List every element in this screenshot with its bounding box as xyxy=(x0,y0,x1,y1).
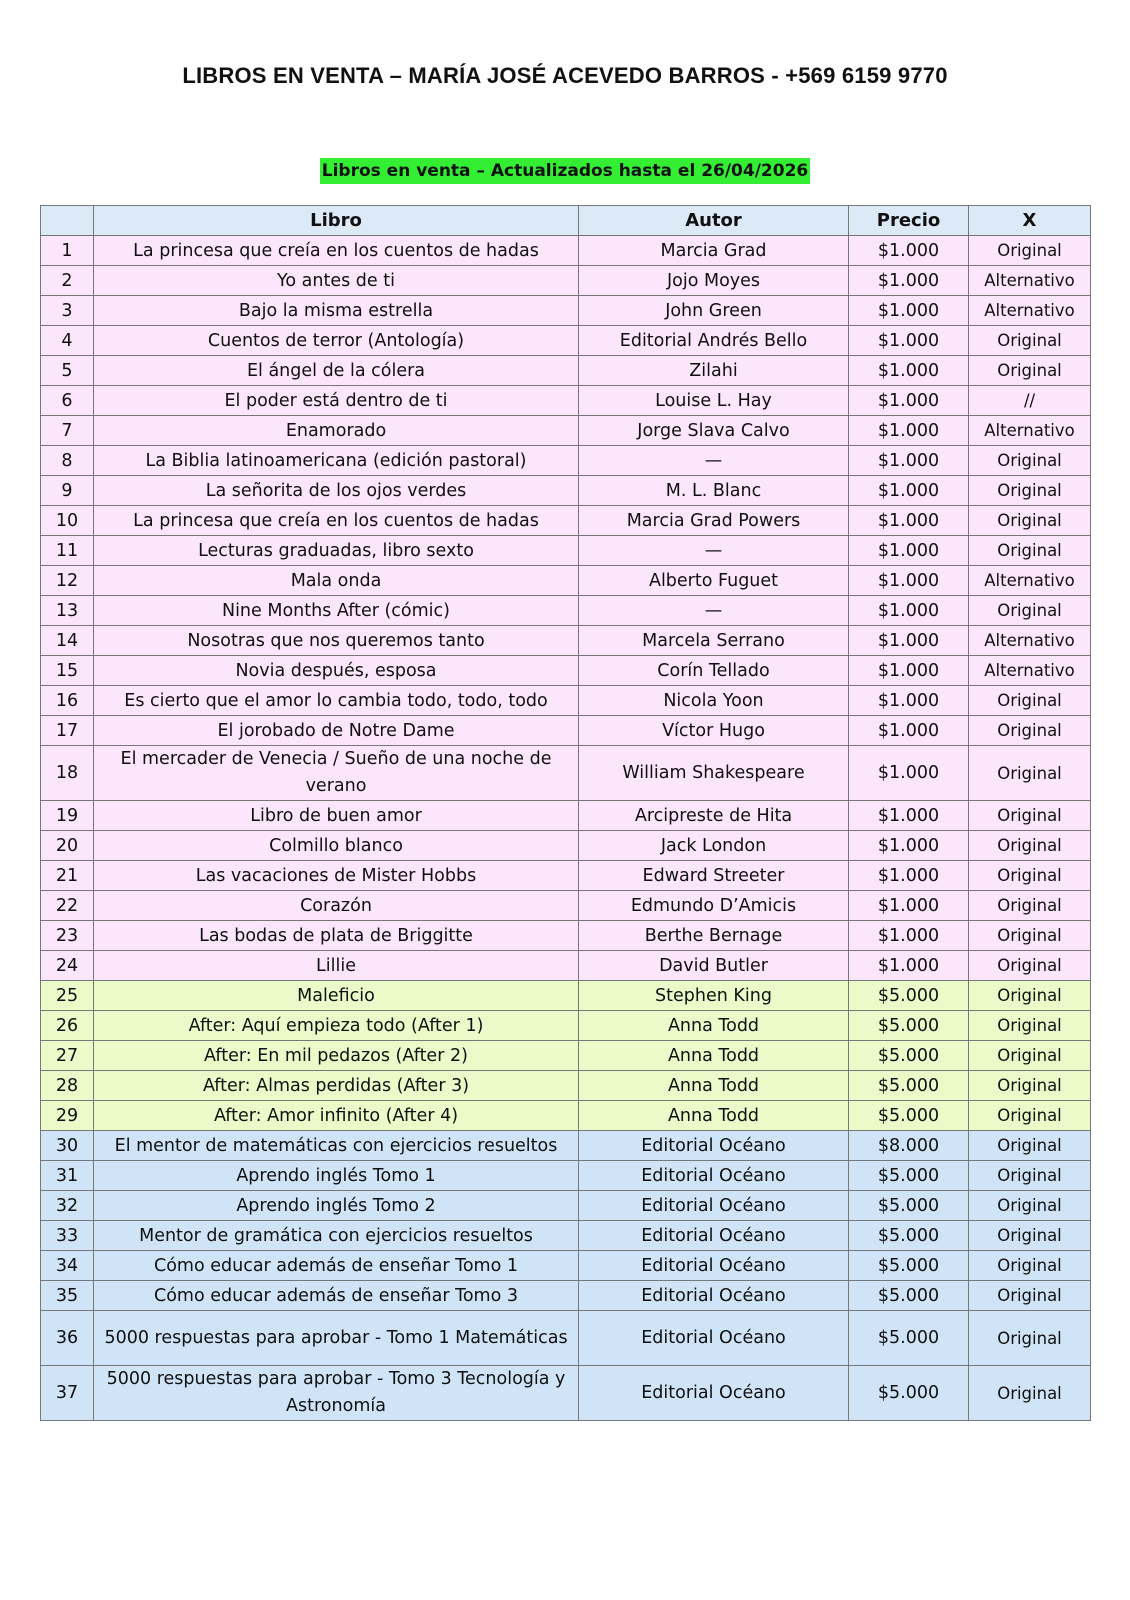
book-price: $1.000 xyxy=(849,861,969,891)
row-number: 2 xyxy=(41,266,94,296)
book-price: $5.000 xyxy=(849,1366,969,1421)
table-row xyxy=(41,686,1091,716)
book-type: Original xyxy=(969,1011,1091,1041)
subtitle-container xyxy=(0,158,1130,184)
book-title: Mala onda xyxy=(94,566,579,596)
row-number: 9 xyxy=(41,476,94,506)
book-title: Cómo educar además de enseñar Tomo 1 xyxy=(94,1251,579,1281)
book-author: Louise L. Hay xyxy=(579,386,849,416)
book-author: Anna Todd xyxy=(579,1011,849,1041)
book-type: Original xyxy=(969,446,1091,476)
table-row xyxy=(41,1221,1091,1251)
book-price: $1.000 xyxy=(849,656,969,686)
book-author: Edward Streeter xyxy=(579,861,849,891)
book-author: Editorial Andrés Bello xyxy=(579,326,849,356)
book-title: Colmillo blanco xyxy=(94,831,579,861)
table-row xyxy=(41,716,1091,746)
table-row xyxy=(41,1131,1091,1161)
header-row xyxy=(41,206,1091,236)
book-author: — xyxy=(579,536,849,566)
book-author: Alberto Fuguet xyxy=(579,566,849,596)
table-row xyxy=(41,861,1091,891)
book-title: El ángel de la cólera xyxy=(94,356,579,386)
book-author: Corín Tellado xyxy=(579,656,849,686)
row-number: 35 xyxy=(41,1281,94,1311)
row-number: 12 xyxy=(41,566,94,596)
book-type: Alternativo xyxy=(969,626,1091,656)
header-autor: Autor xyxy=(579,206,849,236)
book-type: Original xyxy=(969,831,1091,861)
table-row xyxy=(41,1191,1091,1221)
table-row xyxy=(41,1041,1091,1071)
book-title: La Biblia latinoamericana (edición pastoral) xyxy=(94,446,579,476)
book-author: Editorial Océano xyxy=(579,1251,849,1281)
book-type: Original xyxy=(969,1071,1091,1101)
book-price: $5.000 xyxy=(849,1161,969,1191)
book-price: $1.000 xyxy=(849,476,969,506)
book-author: Editorial Océano xyxy=(579,1191,849,1221)
book-type: Alternativo xyxy=(969,566,1091,596)
row-number: 29 xyxy=(41,1101,94,1131)
book-title: Las bodas de plata de Briggitte xyxy=(94,921,579,951)
book-price: $1.000 xyxy=(849,686,969,716)
row-number: 13 xyxy=(41,596,94,626)
book-title: La princesa que creía en los cuentos de hadas xyxy=(94,506,579,536)
book-price: $1.000 xyxy=(849,801,969,831)
book-type: Original xyxy=(969,981,1091,1011)
row-number: 16 xyxy=(41,686,94,716)
book-price: $1.000 xyxy=(849,891,969,921)
book-author: Marcela Serrano xyxy=(579,626,849,656)
book-price: $5.000 xyxy=(849,1011,969,1041)
table-row xyxy=(41,626,1091,656)
books-table xyxy=(40,205,1091,1421)
table-header xyxy=(41,206,1091,236)
book-type: Original xyxy=(969,801,1091,831)
book-type: Original xyxy=(969,716,1091,746)
row-number: 1 xyxy=(41,236,94,266)
book-author: David Butler xyxy=(579,951,849,981)
row-number: 25 xyxy=(41,981,94,1011)
book-type: Original xyxy=(969,861,1091,891)
row-number: 6 xyxy=(41,386,94,416)
book-author: Editorial Océano xyxy=(579,1366,849,1421)
book-type: Original xyxy=(969,1281,1091,1311)
book-author: — xyxy=(579,596,849,626)
book-type: Alternativo xyxy=(969,296,1091,326)
table-row xyxy=(41,801,1091,831)
book-title: 5000 respuestas para aprobar - Tomo 1 Matemáticas xyxy=(94,1311,579,1366)
book-type: Original xyxy=(969,1311,1091,1366)
book-type: Original xyxy=(969,686,1091,716)
book-type: Original xyxy=(969,1366,1091,1421)
book-title: After: Aquí empieza todo (After 1) xyxy=(94,1011,579,1041)
table-row xyxy=(41,476,1091,506)
book-author: M. L. Blanc xyxy=(579,476,849,506)
row-number: 18 xyxy=(41,746,94,801)
table-row xyxy=(41,921,1091,951)
book-author: Jack London xyxy=(579,831,849,861)
book-type: Alternativo xyxy=(969,656,1091,686)
table-row xyxy=(41,356,1091,386)
book-type: Original xyxy=(969,596,1091,626)
table-row xyxy=(41,236,1091,266)
book-price: $8.000 xyxy=(849,1131,969,1161)
table-row xyxy=(41,1101,1091,1131)
row-number: 22 xyxy=(41,891,94,921)
book-author: Anna Todd xyxy=(579,1041,849,1071)
book-title: El mercader de Venecia / Sueño de una noche de verano xyxy=(94,746,579,801)
book-author: Arcipreste de Hita xyxy=(579,801,849,831)
book-title: Cómo educar además de enseñar Tomo 3 xyxy=(94,1281,579,1311)
book-author: John Green xyxy=(579,296,849,326)
table-row xyxy=(41,266,1091,296)
table-row xyxy=(41,1161,1091,1191)
table-row xyxy=(41,981,1091,1011)
book-price: $1.000 xyxy=(849,236,969,266)
row-number: 11 xyxy=(41,536,94,566)
table-row xyxy=(41,296,1091,326)
book-price: $1.000 xyxy=(849,356,969,386)
book-author: Zilahi xyxy=(579,356,849,386)
book-author: Víctor Hugo xyxy=(579,716,849,746)
book-type: Original xyxy=(969,746,1091,801)
book-title: Cuentos de terror (Antología) xyxy=(94,326,579,356)
book-author: Jojo Moyes xyxy=(579,266,849,296)
book-type: Original xyxy=(969,1131,1091,1161)
book-author: Edmundo D’Amicis xyxy=(579,891,849,921)
book-author: Marcia Grad xyxy=(579,236,849,266)
book-type: Original xyxy=(969,326,1091,356)
book-title: El mentor de matemáticas con ejercicios resueltos xyxy=(94,1131,579,1161)
book-type: Original xyxy=(969,506,1091,536)
book-price: $1.000 xyxy=(849,596,969,626)
book-title: Libro de buen amor xyxy=(94,801,579,831)
book-author: Stephen King xyxy=(579,981,849,1011)
header-precio: Precio xyxy=(849,206,969,236)
row-number: 3 xyxy=(41,296,94,326)
book-author: Editorial Océano xyxy=(579,1161,849,1191)
row-number: 34 xyxy=(41,1251,94,1281)
book-price: $1.000 xyxy=(849,536,969,566)
table-row xyxy=(41,416,1091,446)
book-type: Original xyxy=(969,1221,1091,1251)
table-row xyxy=(41,446,1091,476)
book-author: Editorial Océano xyxy=(579,1281,849,1311)
book-author: Editorial Océano xyxy=(579,1131,849,1161)
book-type: Original xyxy=(969,536,1091,566)
book-type: Alternativo xyxy=(969,266,1091,296)
table-row xyxy=(41,1311,1091,1366)
row-number: 27 xyxy=(41,1041,94,1071)
book-price: $5.000 xyxy=(849,1191,969,1221)
book-title: After: Amor infinito (After 4) xyxy=(94,1101,579,1131)
table-row xyxy=(41,596,1091,626)
row-number: 28 xyxy=(41,1071,94,1101)
table-row xyxy=(41,326,1091,356)
book-author: William Shakespeare xyxy=(579,746,849,801)
book-type: Original xyxy=(969,476,1091,506)
row-number: 8 xyxy=(41,446,94,476)
header-x: X xyxy=(969,206,1091,236)
book-title: La princesa que creía en los cuentos de hadas xyxy=(94,236,579,266)
table-row xyxy=(41,1251,1091,1281)
table-row xyxy=(41,506,1091,536)
header-libro: Libro xyxy=(94,206,579,236)
table-row xyxy=(41,746,1091,801)
table-row xyxy=(41,831,1091,861)
book-type: Original xyxy=(969,891,1091,921)
table-row xyxy=(41,1281,1091,1311)
book-price: $5.000 xyxy=(849,1281,969,1311)
row-number: 14 xyxy=(41,626,94,656)
book-price: $1.000 xyxy=(849,416,969,446)
row-number: 30 xyxy=(41,1131,94,1161)
table-row xyxy=(41,1071,1091,1101)
table-row xyxy=(41,536,1091,566)
book-type: Alternativo xyxy=(969,416,1091,446)
book-title: Nine Months After (cómic) xyxy=(94,596,579,626)
book-author: Jorge Slava Calvo xyxy=(579,416,849,446)
book-title: Mentor de gramática con ejercicios resueltos xyxy=(94,1221,579,1251)
book-title: Aprendo inglés Tomo 2 xyxy=(94,1191,579,1221)
book-price: $1.000 xyxy=(849,951,969,981)
row-number: 31 xyxy=(41,1161,94,1191)
book-price: $1.000 xyxy=(849,716,969,746)
row-number: 23 xyxy=(41,921,94,951)
book-title: Aprendo inglés Tomo 1 xyxy=(94,1161,579,1191)
book-type: Original xyxy=(969,236,1091,266)
book-type: Original xyxy=(969,1251,1091,1281)
book-author: Berthe Bernage xyxy=(579,921,849,951)
row-number: 4 xyxy=(41,326,94,356)
book-price: $1.000 xyxy=(849,386,969,416)
row-number: 32 xyxy=(41,1191,94,1221)
book-price: $1.000 xyxy=(849,921,969,951)
book-price: $1.000 xyxy=(849,326,969,356)
table-row xyxy=(41,1366,1091,1421)
book-price: $5.000 xyxy=(849,1041,969,1071)
book-type: Original xyxy=(969,1041,1091,1071)
book-title: After: Almas perdidas (After 3) xyxy=(94,1071,579,1101)
book-title: 5000 respuestas para aprobar - Tomo 3 Tecnología y Astronomía xyxy=(94,1366,579,1421)
table-row xyxy=(41,951,1091,981)
book-title: Lillie xyxy=(94,951,579,981)
book-price: $1.000 xyxy=(849,566,969,596)
row-number: 10 xyxy=(41,506,94,536)
book-title: Novia después, esposa xyxy=(94,656,579,686)
update-subtitle: Libros en venta – Actualizados hasta el 26/04/2026 xyxy=(320,158,811,184)
book-title: El poder está dentro de ti xyxy=(94,386,579,416)
book-type: // xyxy=(969,386,1091,416)
book-type: Original xyxy=(969,1191,1091,1221)
table-row xyxy=(41,1011,1091,1041)
book-price: $1.000 xyxy=(849,506,969,536)
row-number: 5 xyxy=(41,356,94,386)
book-title: El jorobado de Notre Dame xyxy=(94,716,579,746)
book-price: $1.000 xyxy=(849,746,969,801)
row-number: 19 xyxy=(41,801,94,831)
book-type: Original xyxy=(969,356,1091,386)
row-number: 26 xyxy=(41,1011,94,1041)
book-title: After: En mil pedazos (After 2) xyxy=(94,1041,579,1071)
row-number: 37 xyxy=(41,1366,94,1421)
book-price: $1.000 xyxy=(849,626,969,656)
book-author: Anna Todd xyxy=(579,1101,849,1131)
book-type: Original xyxy=(969,921,1091,951)
row-number: 20 xyxy=(41,831,94,861)
book-price: $5.000 xyxy=(849,1071,969,1101)
book-price: $5.000 xyxy=(849,981,969,1011)
book-author: Editorial Océano xyxy=(579,1311,849,1366)
book-price: $1.000 xyxy=(849,446,969,476)
book-title: Corazón xyxy=(94,891,579,921)
table-row xyxy=(41,656,1091,686)
book-title: Enamorado xyxy=(94,416,579,446)
row-number: 17 xyxy=(41,716,94,746)
row-number: 7 xyxy=(41,416,94,446)
row-number: 15 xyxy=(41,656,94,686)
book-type: Original xyxy=(969,1101,1091,1131)
table-body xyxy=(41,236,1091,1421)
table-row xyxy=(41,891,1091,921)
header-number xyxy=(41,206,94,236)
book-price: $5.000 xyxy=(849,1101,969,1131)
row-number: 36 xyxy=(41,1311,94,1366)
page-title: LIBROS EN VENTA – MARÍA JOSÉ ACEVEDO BARROS - +569 6159 9770 xyxy=(182,63,948,88)
book-type: Original xyxy=(969,951,1091,981)
book-title: Lecturas graduadas, libro sexto xyxy=(94,536,579,566)
book-author: Editorial Océano xyxy=(579,1221,849,1251)
book-title: Bajo la misma estrella xyxy=(94,296,579,326)
table-row xyxy=(41,566,1091,596)
book-price: $5.000 xyxy=(849,1311,969,1366)
book-author: — xyxy=(579,446,849,476)
book-price: $5.000 xyxy=(849,1251,969,1281)
book-title: Es cierto que el amor lo cambia todo, todo, todo xyxy=(94,686,579,716)
row-number: 33 xyxy=(41,1221,94,1251)
book-title: La señorita de los ojos verdes xyxy=(94,476,579,506)
book-price: $1.000 xyxy=(849,831,969,861)
book-price: $1.000 xyxy=(849,296,969,326)
book-author: Marcia Grad Powers xyxy=(579,506,849,536)
book-author: Anna Todd xyxy=(579,1071,849,1101)
book-price: $1.000 xyxy=(849,266,969,296)
row-number: 21 xyxy=(41,861,94,891)
book-title: Maleficio xyxy=(94,981,579,1011)
book-type: Original xyxy=(969,1161,1091,1191)
book-author: Nicola Yoon xyxy=(579,686,849,716)
book-title: Yo antes de ti xyxy=(94,266,579,296)
book-price: $5.000 xyxy=(849,1221,969,1251)
book-title: Nosotras que nos queremos tanto xyxy=(94,626,579,656)
table-row xyxy=(41,386,1091,416)
book-title: Las vacaciones de Mister Hobbs xyxy=(94,861,579,891)
row-number: 24 xyxy=(41,951,94,981)
